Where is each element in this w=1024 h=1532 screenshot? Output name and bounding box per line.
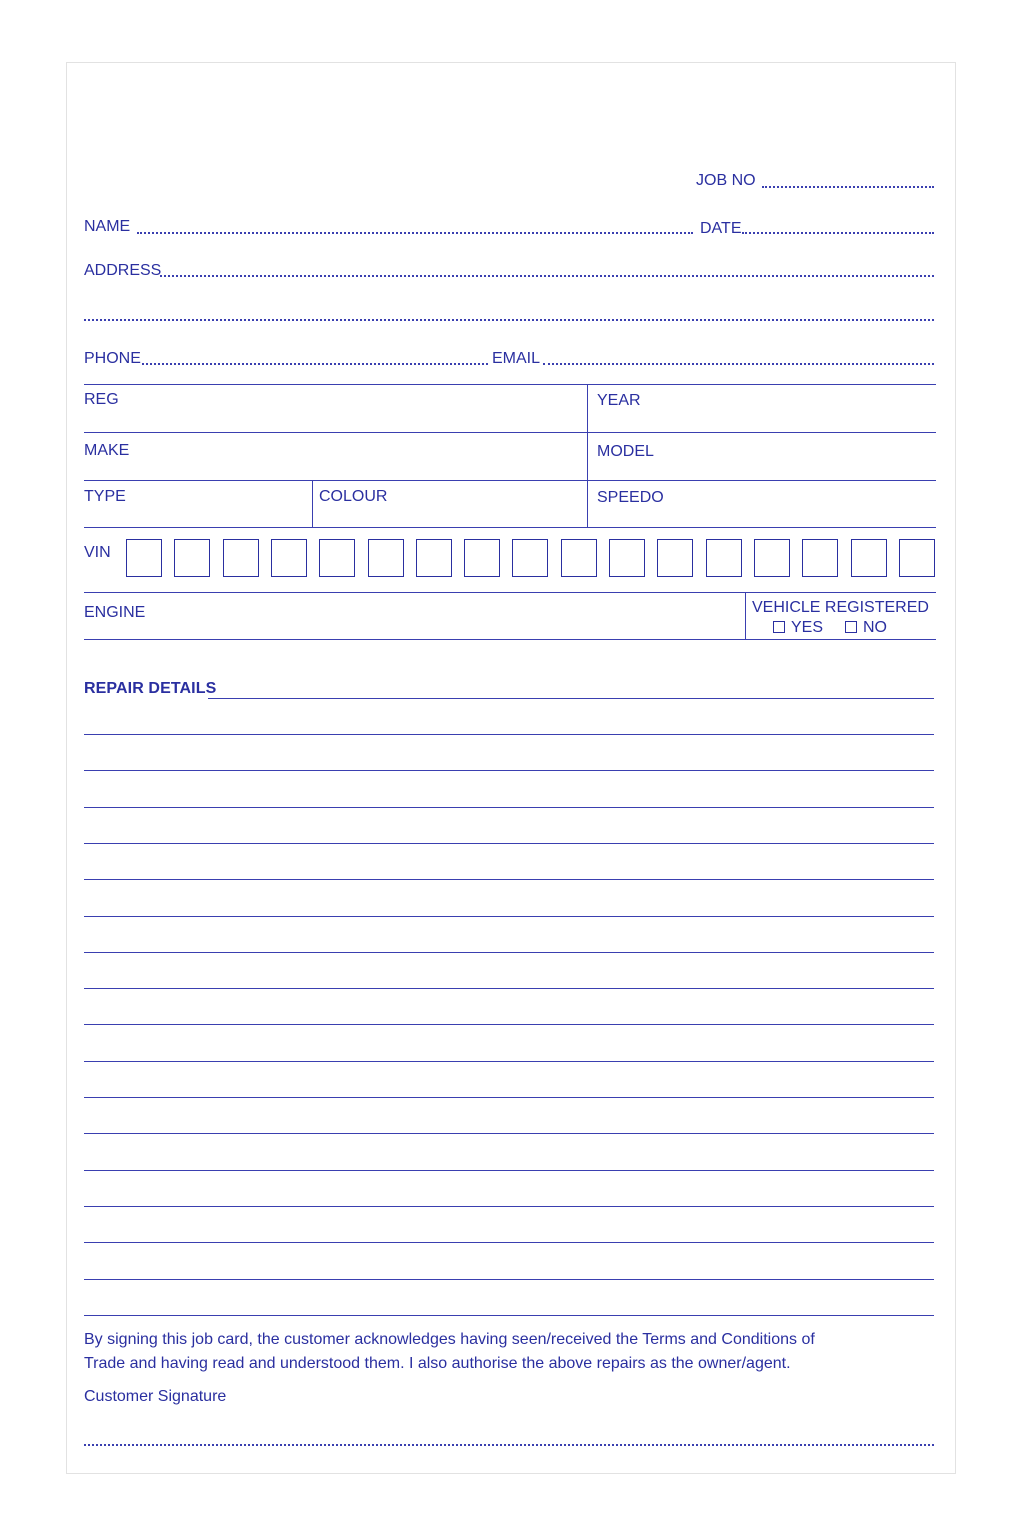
speedo-field[interactable] bbox=[588, 480, 936, 527]
terms-line-2: Trade and having read and understood them. I also authorise the above repairs as the owner/agent. bbox=[84, 1355, 791, 1372]
repair-line[interactable] bbox=[84, 843, 934, 844]
repair-line[interactable] bbox=[84, 952, 934, 953]
repair-line[interactable] bbox=[84, 1061, 934, 1062]
colour-label: COLOUR bbox=[319, 488, 388, 505]
vin-char-box[interactable] bbox=[754, 539, 790, 577]
vin-char-box[interactable] bbox=[368, 539, 404, 577]
job-no-field[interactable] bbox=[762, 186, 934, 188]
address-field-line-2[interactable] bbox=[84, 319, 934, 321]
address-label: ADDRESS bbox=[84, 262, 162, 279]
repair-line[interactable] bbox=[84, 1279, 934, 1280]
no-checkbox[interactable] bbox=[845, 621, 857, 633]
engine-field[interactable] bbox=[84, 593, 744, 639]
vin-char-box[interactable] bbox=[512, 539, 548, 577]
registered-yes-option[interactable] bbox=[773, 619, 823, 637]
vin-char-box[interactable] bbox=[464, 539, 500, 577]
vin-char-box[interactable] bbox=[561, 539, 597, 577]
yes-checkbox[interactable] bbox=[773, 621, 785, 633]
year-label: YEAR bbox=[597, 392, 641, 409]
vin-char-box[interactable] bbox=[416, 539, 452, 577]
vehicle-registered-label: VEHICLE REGISTERED bbox=[752, 599, 929, 616]
vin-char-box[interactable] bbox=[609, 539, 645, 577]
address-field-line-1[interactable] bbox=[160, 275, 934, 277]
repair-line[interactable] bbox=[84, 916, 934, 917]
type-field[interactable] bbox=[84, 480, 312, 527]
year-field[interactable] bbox=[588, 384, 936, 432]
engine-label: ENGINE bbox=[84, 604, 146, 621]
vin-char-box[interactable] bbox=[851, 539, 887, 577]
repair-line[interactable] bbox=[84, 1024, 934, 1025]
yes-label: YES bbox=[791, 619, 824, 636]
repair-line[interactable] bbox=[84, 1097, 934, 1098]
repair-line[interactable] bbox=[84, 1133, 934, 1134]
vin-char-box[interactable] bbox=[126, 539, 162, 577]
model-field[interactable] bbox=[588, 432, 936, 480]
grid-divider-registered bbox=[745, 592, 746, 640]
vin-char-box[interactable] bbox=[802, 539, 838, 577]
reg-field[interactable] bbox=[84, 384, 587, 432]
repair-line[interactable] bbox=[84, 988, 934, 989]
repair-line[interactable] bbox=[84, 807, 934, 808]
repair-line[interactable] bbox=[84, 879, 934, 880]
terms-line-1: By signing this job card, the customer acknowledges having seen/received the Terms and Conditions of bbox=[84, 1331, 815, 1348]
phone-field[interactable] bbox=[142, 363, 488, 365]
type-label: TYPE bbox=[84, 488, 126, 505]
email-field[interactable] bbox=[543, 363, 934, 365]
vin-char-box[interactable] bbox=[223, 539, 259, 577]
customer-signature-field[interactable] bbox=[84, 1444, 934, 1446]
customer-signature-label: Customer Signature bbox=[84, 1388, 227, 1405]
phone-label: PHONE bbox=[84, 350, 141, 367]
make-field[interactable] bbox=[84, 432, 587, 480]
no-label: NO bbox=[863, 619, 887, 636]
repair-line[interactable] bbox=[84, 1242, 934, 1243]
make-label: MAKE bbox=[84, 442, 130, 459]
grid-line-row-3 bbox=[84, 527, 936, 528]
repair-line[interactable] bbox=[84, 1206, 934, 1207]
vin-char-box[interactable] bbox=[319, 539, 355, 577]
date-field[interactable] bbox=[742, 232, 934, 234]
vin-char-box[interactable] bbox=[657, 539, 693, 577]
registered-no-option[interactable] bbox=[845, 619, 887, 637]
job-card-sheet bbox=[66, 62, 956, 1474]
grid-line-engine-bottom bbox=[84, 639, 936, 640]
vin-char-box[interactable] bbox=[706, 539, 742, 577]
reg-label: REG bbox=[84, 391, 119, 408]
name-label: NAME bbox=[84, 218, 131, 235]
email-label: EMAIL bbox=[492, 350, 541, 367]
colour-field[interactable] bbox=[313, 480, 587, 527]
vin-char-box[interactable] bbox=[899, 539, 935, 577]
repair-line[interactable] bbox=[84, 1315, 934, 1316]
vin-label: VIN bbox=[84, 544, 111, 561]
date-label: DATE bbox=[700, 220, 742, 237]
repair-line[interactable] bbox=[84, 1170, 934, 1171]
repair-line[interactable] bbox=[84, 734, 934, 735]
speedo-label: SPEEDO bbox=[597, 489, 664, 506]
model-label: MODEL bbox=[597, 443, 654, 460]
vin-char-box[interactable] bbox=[174, 539, 210, 577]
vin-char-box[interactable] bbox=[271, 539, 307, 577]
job-no-label: JOB NO bbox=[696, 172, 756, 189]
repair-title-rule bbox=[208, 698, 934, 699]
repair-line[interactable] bbox=[84, 770, 934, 771]
repair-details-title: REPAIR DETAILS bbox=[84, 680, 217, 697]
name-field[interactable] bbox=[137, 232, 693, 234]
